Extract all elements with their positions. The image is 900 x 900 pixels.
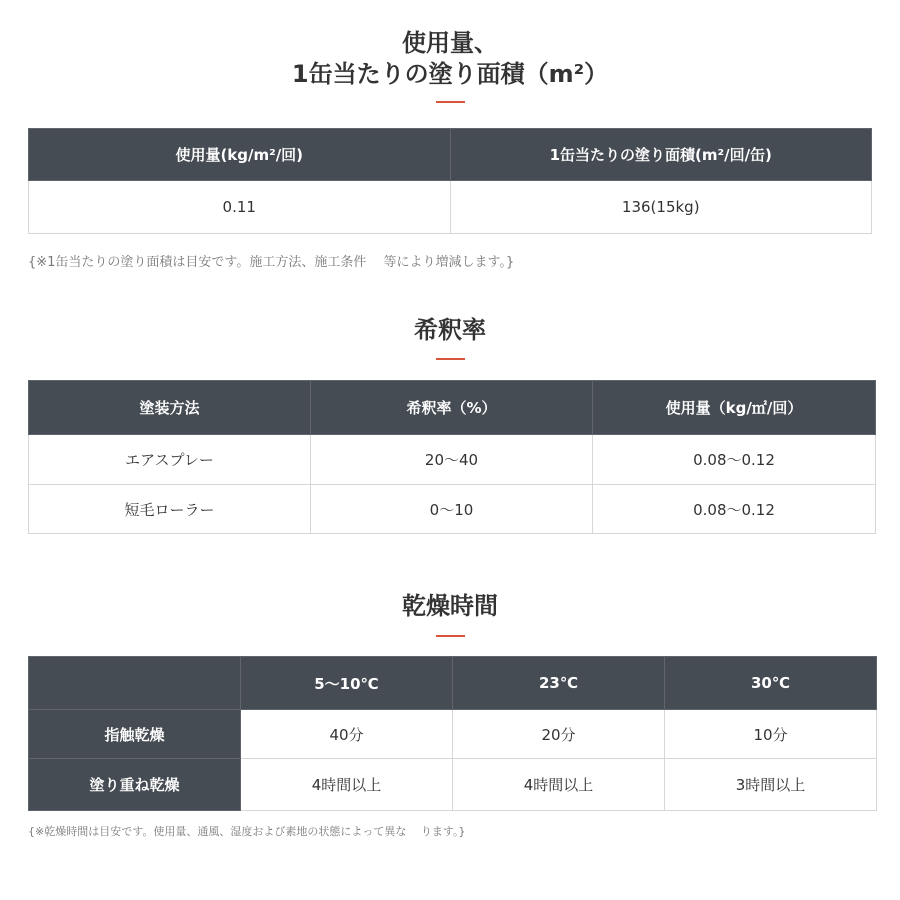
dilution-method-cell: エアスプレー [29, 435, 311, 485]
table-row [29, 485, 876, 534]
table-row [29, 435, 876, 485]
dilution-ratio-cell: 20〜40 [311, 435, 593, 485]
usage-value-amount: 0.11 [29, 181, 451, 234]
usage-value-area: 136(15kg) [450, 181, 872, 234]
drying-header-temp-high: 30℃ [665, 657, 877, 710]
dilution-title-underline [436, 358, 465, 360]
usage-title-underline [436, 101, 465, 103]
usage-header-area: 1缶当たりの塗り面積(m²/回/缶) [450, 129, 872, 181]
usage-table [28, 128, 872, 234]
dilution-header-ratio: 希釈率（%） [311, 381, 593, 435]
drying-row-label: 指触乾燥 [29, 710, 241, 759]
drying-row-label: 塗り重ね乾燥 [29, 759, 241, 811]
drying-value-cell: 20分 [453, 710, 665, 759]
dilution-title: 希釈率 [414, 316, 486, 344]
dilution-table [28, 380, 876, 534]
dilution-header-usage: 使用量（kg/㎡/回） [593, 381, 876, 435]
drying-table [28, 656, 877, 811]
usage-title-line2: 1缶当たりの塗り面積（m²） [291, 59, 609, 88]
usage-title [0, 28, 900, 89]
drying-value-cell: 4時間以上 [241, 759, 453, 811]
drying-value-cell: 4時間以上 [453, 759, 665, 811]
drying-header-temp-low: 5〜10℃ [241, 657, 453, 710]
dilution-header-method: 塗装方法 [29, 381, 311, 435]
dilution-ratio-cell: 0〜10 [311, 485, 593, 534]
usage-title-line1: 使用量、 [402, 29, 498, 57]
drying-value-cell: 3時間以上 [665, 759, 877, 811]
usage-header-amount: 使用量(kg/m²/回) [29, 129, 451, 181]
drying-value-cell: 40分 [241, 710, 453, 759]
dilution-method-cell: 短毛ローラー [29, 485, 311, 534]
drying-note: {※乾燥時間は目安です。使用量、通風、湿度および素地の状態によって異な ります。} [28, 825, 466, 838]
drying-header-corner [29, 657, 241, 710]
drying-header-temp-mid: 23℃ [453, 657, 665, 710]
table-row [29, 759, 877, 811]
drying-title: 乾燥時間 [402, 592, 498, 620]
table-row [29, 710, 877, 759]
drying-title-underline [436, 635, 465, 637]
dilution-usage-cell: 0.08〜0.12 [593, 435, 876, 485]
usage-note: {※1缶当たりの塗り面積は目安です。施工方法、施工条件 等により増減します。} [28, 255, 515, 270]
drying-value-cell: 10分 [665, 710, 877, 759]
dilution-usage-cell: 0.08〜0.12 [593, 485, 876, 534]
